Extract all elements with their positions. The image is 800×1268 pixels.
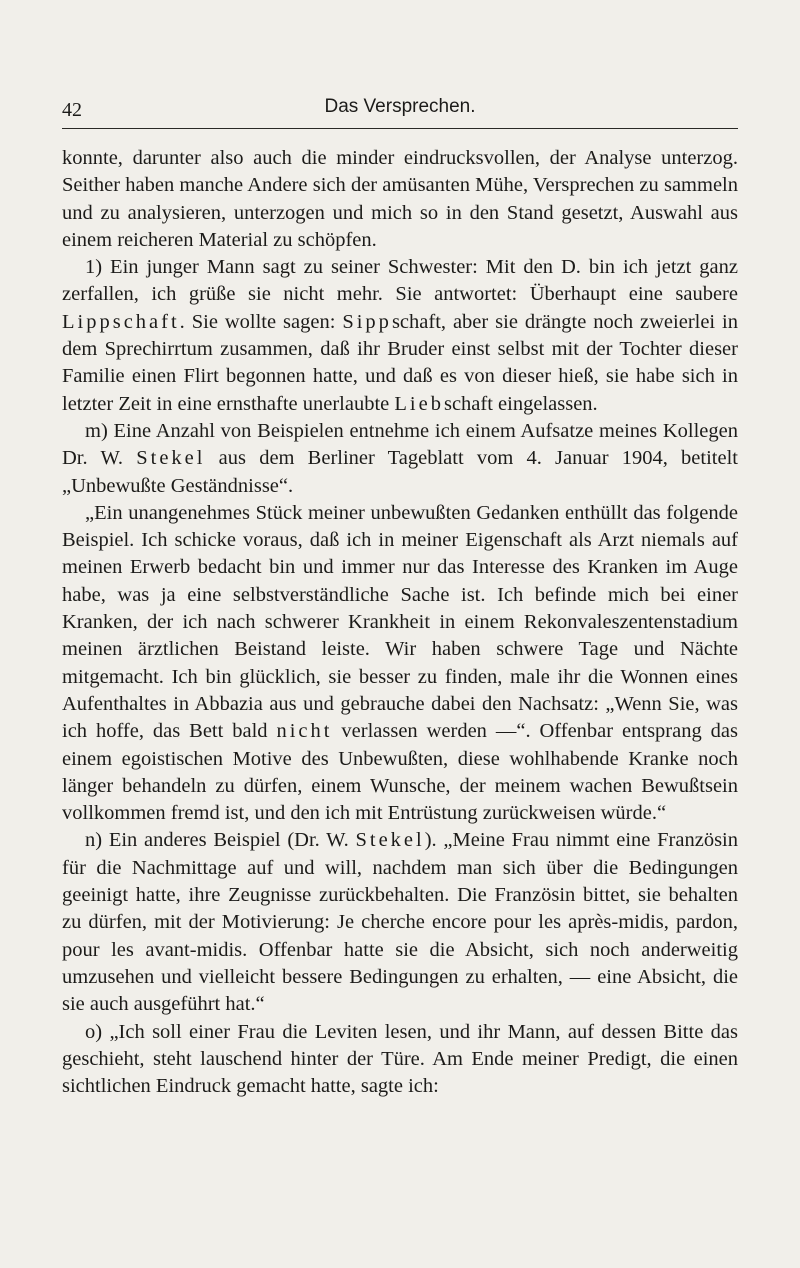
text-run: 1) Ein junger Mann sagt zu seiner Schwester: Mit den D. bin ich jetzt ganz zerfallen, ich grüße sie nicht mehr. Sie antwortet: Überhaupt eine saubere [62, 256, 738, 306]
text-run: n) Ein anderes Beispiel (Dr. W. [85, 829, 356, 852]
spaced-word: nicht [276, 720, 333, 743]
text-run: „Ein unangenehmes Stück meiner unbewußten Gedanken enthüllt das folgende Beispiel. Ich schicke voraus, daß ich in meiner Eigenschaft als Arzt niemals auf meinen Erwerb bedacht bin und immer nur das Interesse des Kranken im Auge habe, was ja eine selbstverständliche Sache ist. Ich befinde mich bei einer Kranken, der ich nach schwerer Krankheit in einem Rekonvaleszentenstadium meinen ärztlichen Beistand leiste. Wir haben schwere Tage und Nächte mitgemacht. Ich bin glücklich, sie besser zu finden, male ihr die Wonnen eines Aufenthaltes in Abbazia aus und gebrauche dabei den Nachsatz: „Wenn Sie, was ich hoffe, das Bett bald [62, 501, 738, 743]
text-run: m) Eine Anzahl von Beispielen entnehme ich einem Aufsatze meines Kollegen Dr. W. [62, 419, 738, 470]
spaced-word: Lieb [394, 392, 444, 415]
paragraph-continuation: konnte, darunter also auch die minder eindrucksvollen, der Analyse unterzog. Seither haben manche Andere sich der amüsanten Mühe, Versprechen zu sammeln und zu analysieren, unterzogen und mich so in den Stand gesetzt, Auswahl aus einem reicheren Material zu schöpfen. [62, 147, 738, 251]
text-run: aus dem Berliner Tageblatt vom 4. Januar 1904, betitelt „Unbewußte Geständnisse“. [62, 447, 738, 497]
running-title: Das Versprechen. [324, 96, 476, 117]
paragraph-example-m [62, 418, 738, 500]
paragraph-example-n [62, 827, 738, 1018]
body-text [62, 145, 738, 1100]
paragraph-quote [62, 500, 738, 828]
paragraph-example-l [62, 254, 738, 418]
text-run: schaft eingelassen. [443, 392, 598, 415]
page-header [62, 92, 738, 129]
spaced-word: Stekel [136, 447, 206, 470]
text-run: verlassen werden —“. Offenbar entsprang das einem egoistischen Motive des Unbewußten, diese wohlhabende Kranke noch länger behandeln zu dürfen, einem Wunsche, der meinem wachen Bewußtsein vollkommen fremd ist, und den ich mit Entrüstung zurückweisen würde.“ [62, 720, 738, 825]
paragraph-example-o: o) „Ich soll einer Frau die Leviten lesen, und ihr Mann, auf dessen Bitte das geschieht, steht lauschend hinter der Türe. Am Ende meiner Predigt, die einen sichtlichen Eindruck gemacht hatte, sagte ich: [62, 1020, 738, 1098]
spaced-word: Lippschaft [62, 310, 180, 333]
spaced-word: Stekel [355, 829, 425, 852]
spaced-word: Sipp [342, 310, 392, 333]
text-run: schaft, aber sie drängte noch zweierlei in dem Sprechirrtum zusammen, daß ihr Bruder einst selbst mit der Tochter dieser Familie einen Flirt begonnen hatte, und daß es von dieser hieß, sie habe sich in letzter Zeit in eine ernsthafte unerlaubte [62, 310, 739, 415]
text-run: . Sie wollte sagen: [179, 310, 343, 333]
page-number: 42 [62, 99, 82, 121]
text-run: ). „Meine Frau nimmt eine Französin für die Nachmittage auf und will, nachdem man sich über die Bedingungen geeinigt hatte, ihre Zeugnisse zurückbehalten. Die Französin bittet, sie behalten zu dürfen, mit der Motivierung: Je cherche encore pour les après-midis, pardon, pour les avant-midis. Offenbar hatte sie die Absicht, sich noch anderweitig umzusehen und vielleicht bessere Bedingungen zu erhalten, — eine Absicht, die sie auch ausgeführt hat.“ [62, 829, 738, 1016]
